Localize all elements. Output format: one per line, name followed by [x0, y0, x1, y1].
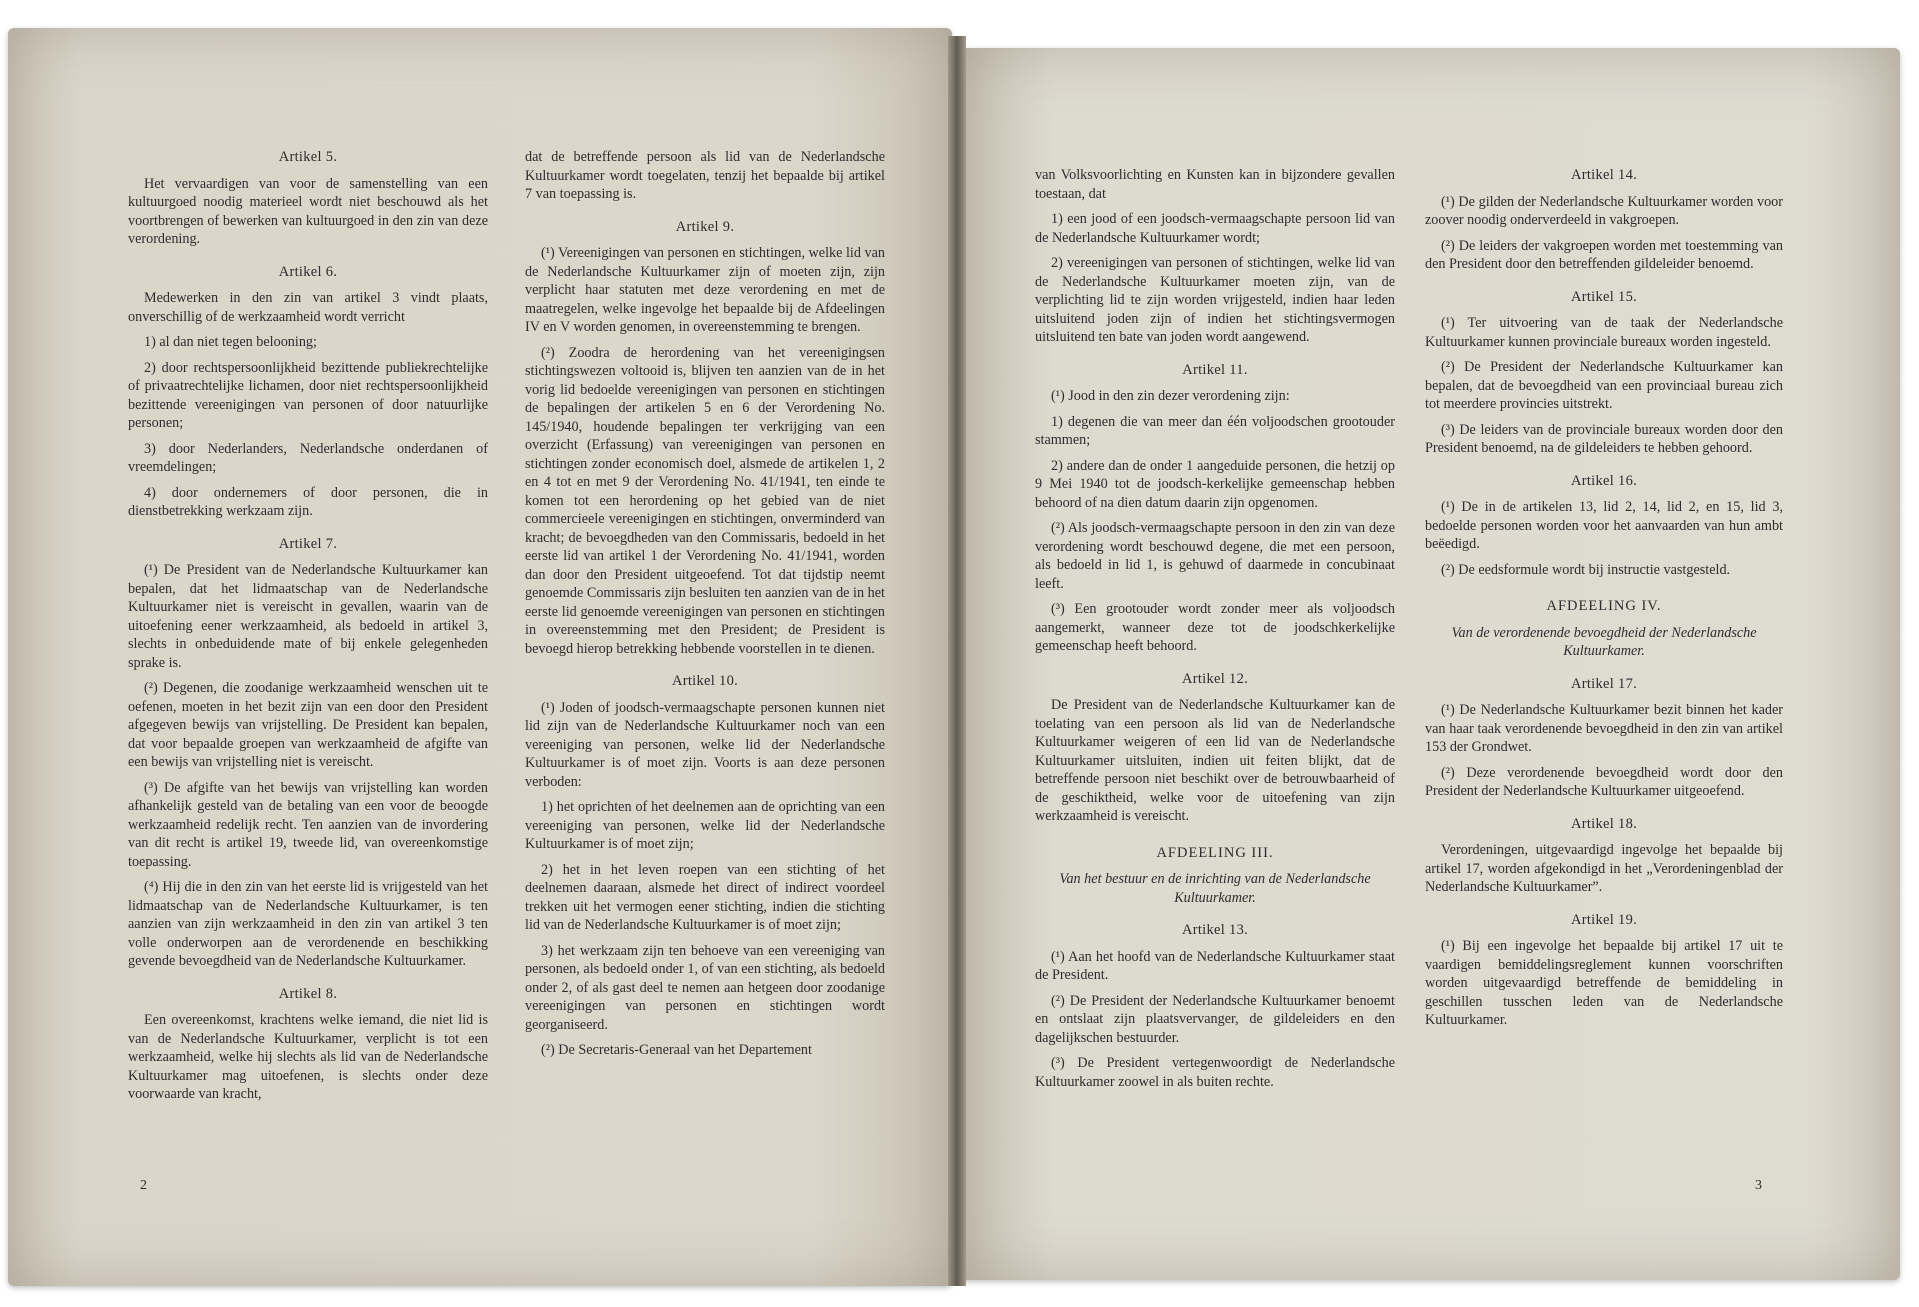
paragraph: 1) degenen die van meer dan één voljoodschen grootouder stammen;	[1035, 413, 1395, 448]
paragraph: (¹) De President van de Nederlandsche Kultuurkamer kan bepalen, dat het lidmaatschap van de Nederlandsche Kultuurkamer niet is vereischt in gevallen, waarin van de uitoefening eener werkzaamheid, als bedoeld in artikel 3, slechts in onbeduidende mate of bij enkele gelegenheden sprake is.	[128, 562, 488, 671]
paragraph: (¹) Jood in den zin dezer verordening zijn:	[1051, 388, 1290, 404]
article-heading: Artikel 16.	[1570, 472, 1638, 489]
paragraph: (²) Zoodra de herordening van het vereenigingsen stichtingswezen voltooid is, blijven ten aanzien van de in het vorig lid bedoelde vereenigingen van personen en stichtingen de bepalingen der artikelen 5 en 6 der Verordening No. 145/1940, houdende bepalingen ter verkrijging van een overzicht (Erfassung) van vereenigingen van personen en stichtingen zonder economisch doel, alsmede de artikelen 1, 2 en 4 tot en met 9 der Verordening No. 41/1941, ten einde te komen tot een herordening op het gebied van de niet commercieele vereenigingen en stichtingen, onverminderd van kracht; de bevoegdheden van den Commissaris, bedoeld in het eerste lid van artikel 1 der Verordening No. 41/1941, worden dan door den President uitgeoefend. Tot dat tijdstip neemt genoemde Commissaris zijn besluiten ten aanzien van de in het eerste lid genoemde vereenigingen van personen en stichtingen in overeenstemming met den President; de President is bevoegd hierop betrekking hebbende voorstellen in te dienen.	[525, 344, 885, 657]
paragraph: Verordeningen, uitgevaardigd ingevolge het bepaalde bij artikel 17, worden afgekondigd in het „Verordeningenblad der Nederlandsche Kultuurkamer”.	[1425, 842, 1783, 895]
section-heading: AFDEELING IV.	[1546, 598, 1662, 614]
paragraph: 1) al dan niet tegen belooning;	[144, 334, 317, 350]
paragraph: (¹) Aan het hoofd van de Nederlandsche Kultuurkamer staat de President.	[1035, 948, 1395, 983]
binding-gutter	[948, 36, 966, 1286]
paragraph: (⁴) Hij die in den zin van het eerste lid is vrijgesteld van het lidmaatschap van de Nederlandsche Kultuurkamer, is ten aanzien van zijn werkzaamheid in den zin van artikel 3 ten volle onderworpen aan de verordenende en beschikking gevende bevoegdheid van de Nederlandsche Kultuurkamer.	[128, 879, 488, 969]
paragraph: 2) het in het leven roepen van een stichting of het deelnemen daaraan, alsmede het direct of indirect voordeel trekken uit het vermogen eener stichting, indien die stichting lid van de Nederlandsche Kultuurkamer is of moet zijn;	[525, 861, 885, 933]
paragraph: dat de betreffende persoon als lid van de Nederlandsche Kultuurkamer wordt toegelaten, tenzij het bepaalde bij artikel 7 van toepassing is.	[525, 149, 885, 202]
section-subtitle: Van het bestuur en de inrichting van de Nederlandsche Kultuurkamer.	[1059, 871, 1371, 906]
paragraph: (¹) Joden of joodsch-vermaagschapte personen kunnen niet lid zijn van de Nederlandsche Kultuurkamer noch van een vereeniging van personen, welke lid der Nederlandsche Kultuurkamer is of moet zijn. Voorts is aan deze personen verboden:	[525, 699, 885, 790]
paragraph: van Volksvoorlichting en Kunsten kan in bijzondere gevallen toestaan, dat	[1035, 167, 1395, 202]
page-number-right: 3	[1755, 1178, 1762, 1193]
paragraph: 3) het werkzaam zijn ten behoeve van een vereeniging van personen, als bedoeld onder 1, of van een stichting, als bedoeld onder 2, of als gast deel te nemen aan hetgeen door zoodanige vereenigingen van personen en stichtingen wordt georganiseerd.	[525, 942, 885, 1033]
article-heading: Artikel 10.	[671, 673, 739, 689]
paragraph: Een overeenkomst, krachtens welke iemand, die niet lid is van de Nederlandsche Kultuurkamer, verplicht is tot een werkzaamheid, welke hij slechts als lid van de Nederlandsche Kultuurkamer mag uitoefenen, is slechts onder deze voorwaarde van kracht,	[128, 1012, 488, 1102]
paragraph: 2) andere dan de onder 1 aangeduide personen, die hetzij op 9 Mei 1940 tot de joodsch-kerkelijke gemeenschap hebben behoord of na dien datum daarin zijn opgenomen.	[1035, 457, 1395, 511]
paragraph: (¹) Bij een ingevolge het bepaalde bij artikel 17 uit te vaardigen bemiddelingsreglement kunnen voorschriften worden uitgevaardigd betreffende de bemiddeling in geschillen tusschen leden van de Nederlandsche Kultuurkamer.	[1425, 938, 1783, 1028]
paragraph: (²) Deze verordenende bevoegdheid wordt door den President der Nederlandsche Kultuurkamer uitgeoefend.	[1425, 764, 1783, 799]
paragraph: Medewerken in den zin van artikel 3 vindt plaats, onverschillig of de werkzaamheid wordt verricht	[128, 290, 488, 325]
paragraph: (³) De leiders van de provinciale bureaux worden door den President benoemd, na de gildeleiders te hebben gehoord.	[1425, 421, 1783, 456]
paragraph: (²) Als joodsch-vermaagschapte persoon in den zin van deze verordening wordt beschouwd degene, die met een persoon, als bedoeld in lid 1, is gehuwd of daarmede in concubinaat leeft.	[1035, 520, 1395, 592]
paragraph: 2) door rechtspersoonlijkheid bezittende publiekrechtelijke of privaatrechtelijke lichamen, door niet rechtspersoonlijkheid bezittende vereenigingen van personen of door natuurlijke personen;	[128, 359, 488, 431]
right-page-column-1	[1035, 166, 1395, 1098]
paragraph: (¹) Ter uitvoering van de taak der Nederlandsche Kultuurkamer kunnen provinciale bureaux worden ingesteld.	[1425, 315, 1783, 350]
paragraph: (¹) De in de artikelen 13, lid 2, 14, lid 2, en 15, lid 3, bedoelde personen worden voor het aanvaarden van hun ambt beëedigd.	[1425, 499, 1783, 552]
left-page-column-2	[525, 148, 885, 1067]
paragraph: (³) De President vertegenwoordigt de Nederlandsche Kultuurkamer zoowel in als buiten rechte.	[1035, 1055, 1395, 1090]
article-heading: Artikel 8.	[278, 985, 338, 1002]
paragraph: (²) De President der Nederlandsche Kultuurkamer kan bepalen, dat de bevoegdheid van een provinciaal bureau zich tot meerdere provincies uitstrekt.	[1425, 359, 1783, 412]
article-heading: Artikel 17.	[1570, 675, 1638, 692]
right-page-column-2	[1425, 166, 1783, 1037]
article-heading: Artikel 15.	[1570, 288, 1638, 305]
paragraph: 2) vereenigingen van personen of stichtingen, welke lid van de Nederlandsche Kultuurkamer moeten zijn, van de verplichting lid te zijn worden vrijgesteld, indien haar leden uitsluitend joden zijn of indien het stichtingsvermogen uitsluitend ten bate van joden wordt aangewend.	[1035, 255, 1395, 345]
paragraph: (³) De afgifte van het bewijs van vrijstelling kan worden afhankelijk gesteld van de betaling van een voor de beoogde werkzaamheid redelijk recht. Ten aanzien van de invordering van dit recht is artikel 19, tweede lid, van overeenkomstige toepassing.	[128, 779, 488, 870]
article-heading: Artikel 11.	[1182, 361, 1248, 378]
paragraph: (¹) De gilden der Nederlandsche Kultuurkamer worden voor zoover noodig onderverdeeld in vakgroepen.	[1425, 193, 1783, 228]
page-number-left: 2	[140, 1178, 147, 1193]
paragraph: 3) door Nederlanders, Nederlandsche onderdanen of vreemdelingen;	[128, 440, 488, 475]
article-heading: Artikel 13.	[1181, 922, 1249, 938]
paragraph: 1) het oprichten of het deelnemen aan de oprichting van een vereeniging van personen, welke lid der Nederlandsche Kultuurkamer is of moet zijn;	[525, 799, 885, 852]
paragraph: (¹) De Nederlandsche Kultuurkamer bezit binnen het kader van haar taak verordenende bevoegdheid in den zin van artikel 153 der Grondwet.	[1425, 702, 1783, 755]
paragraph: (²) Degenen, die zoodanige werkzaamheid wenschen uit te oefenen, moeten in het bezit zijn van een door den President afgegeven bewijs van vrijstelling. De President kan bepalen, dat voor bepaalde groepen van werkzaamheid de afgifte van een bewijs van vrijstelling niet is vereischt.	[128, 680, 488, 770]
article-heading: Artikel 12.	[1181, 670, 1249, 687]
paragraph: (²) De eedsformule wordt bij instructie vastgesteld.	[1441, 561, 1731, 578]
left-page-column-1	[128, 148, 488, 1111]
paragraph: De President van de Nederlandsche Kultuurkamer kan de toelating van een persoon als lid van de Nederlandsche Kultuurkamer weigeren of een lid van de Nederlandsche Kultuurkamer uitsluiten, indien uit feiten blijkt, dat de betreffende persoon niet beschikt over de betrouwbaarheid of de geschiktheid, welke voor de uitoefening van zijn werkzaamheid is vereischt.	[1035, 697, 1395, 824]
paragraph: (²) De Secretaris-Generaal van het Departement	[541, 1042, 812, 1058]
article-heading: Artikel 14.	[1570, 167, 1638, 183]
article-heading: Artikel 18.	[1570, 815, 1638, 832]
paragraph: Het vervaardigen van voor de samenstelling van een kultuurgoed noodig materieel wordt niet beschouwd als het voortbrengen of bewerken van kultuurgoed in den zin van deze verordening.	[128, 175, 488, 247]
paragraph: 4) door ondernemers of door personen, die in dienstbetrekking werkzaam zijn.	[128, 484, 488, 519]
article-heading: Artikel 5.	[278, 149, 338, 165]
article-heading: Artikel 6.	[278, 263, 338, 280]
paragraph: 1) een jood of een joodsch-vermaagschapte persoon lid van de Nederlandsche Kultuurkamer wordt;	[1035, 211, 1395, 246]
article-heading: Artikel 19.	[1570, 911, 1638, 928]
paragraph: (³) Een grootouder wordt zonder meer als voljoodsch aangemerkt, wanneer deze tot de joodschkerkelijke gemeenschap heeft behoord.	[1035, 601, 1395, 654]
section-subtitle: Van de verordenende bevoegdheid der Nederlandsche Kultuurkamer.	[1451, 624, 1757, 659]
paragraph: (²) De President der Nederlandsche Kultuurkamer benoemt en ontslaat zijn plaatsvervanger, de gildeleiders en den dagelijkschen bestuurder.	[1035, 992, 1395, 1046]
paragraph: (¹) Vereenigingen van personen en stichtingen, welke lid van de Nederlandsche Kultuurkamer zijn of moeten zijn, zijn verplicht haar statuten met deze verordening en met de maatregelen, welke ingevolge het bepaalde bij de Afdeelingen IV en V worden genomen, in overeenstemming te brengen.	[525, 245, 885, 335]
paragraph: (²) De leiders der vakgroepen worden met toestemming van den President door den betreffenden gildeleider benoemd.	[1425, 237, 1783, 272]
section-heading: AFDEELING III.	[1156, 844, 1274, 861]
article-heading: Artikel 7.	[278, 535, 338, 552]
article-heading: Artikel 9.	[675, 218, 735, 235]
